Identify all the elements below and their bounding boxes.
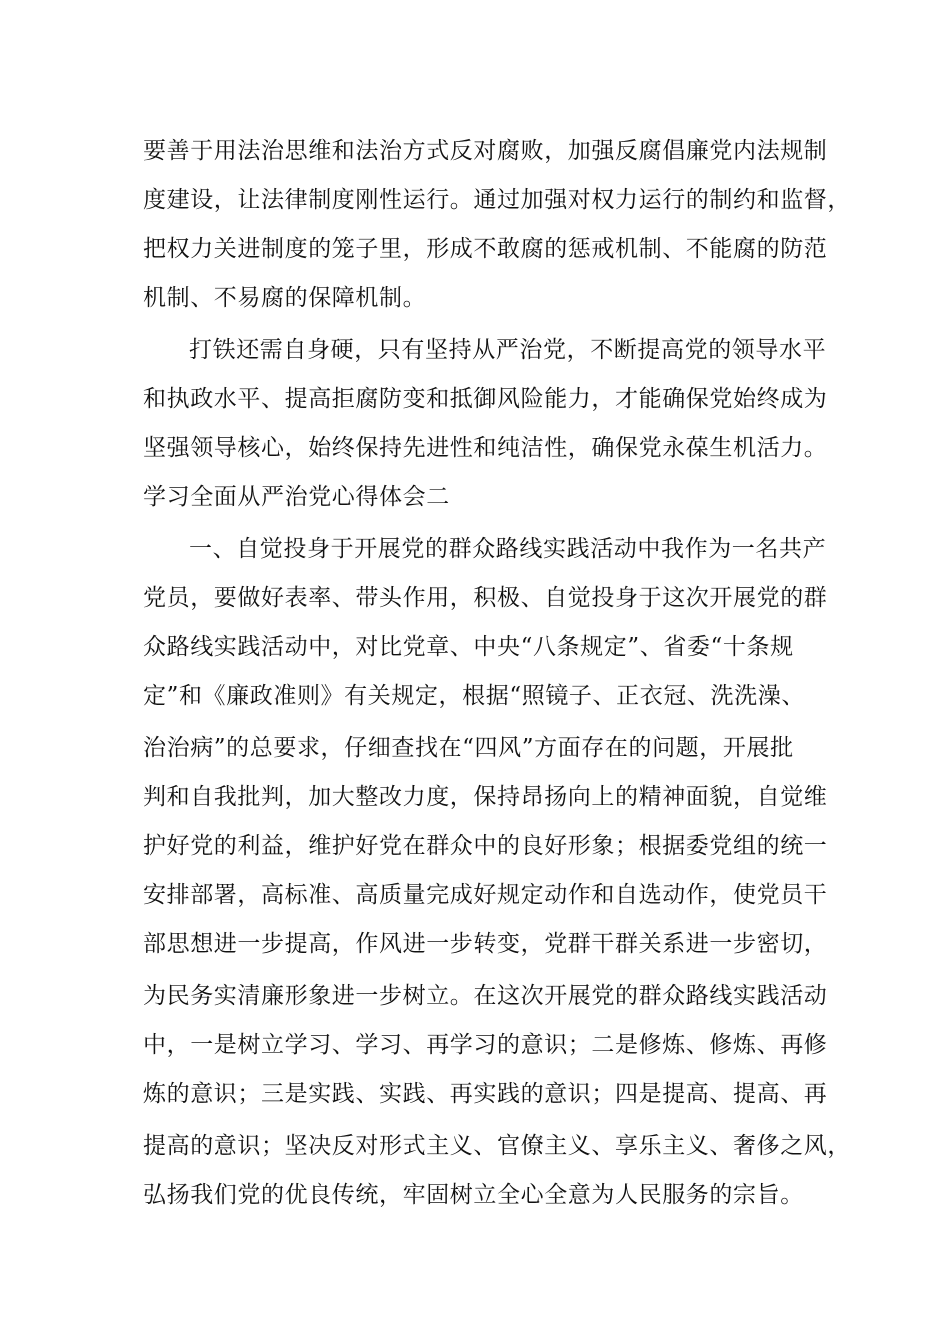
text-line: 度建设，让法律制度刚性运行。通过加强对权力运行的制约和监督， [143,187,851,213]
text-line: 判和自我批判，加大整改力度，保持昂扬向上的精神面貌，自觉维 [143,784,828,810]
text-line: 定”和《廉政准则》有关规定，根据“照镜子、正衣冠、洗洗澡、 [143,683,805,709]
text-line: 和执政水平、提高拒腐防变和抵御风险能力，才能确保党始终成为 [143,386,828,412]
text-line: 护好党的利益，维护好党在群众中的良好形象；根据委党组的统一 [143,833,828,859]
text-line: 安排部署，高标准、高质量完成好规定动作和自选动作，使党员干 [143,882,828,908]
text-line: 党员，要做好表率、带头作用，积极、自觉投身于这次开展党的群 [143,585,828,611]
text-line: 坚强领导核心，始终保持先进性和纯洁性，确保党永葆生机活力。 [143,435,828,461]
text-line: 炼的意识；三是实践、实践、再实践的意识；四是提高、提高、再 [143,1081,828,1107]
paragraph-first-line: 一、自觉投身于开展党的群众路线实践活动中我作为一名共产 [189,536,827,562]
text-line: 治治病”的总要求，仔细查找在“四风”方面存在的问题，开展批 [143,735,794,761]
text-line: 机制、不易腐的保障机制。 [143,285,427,311]
text-line: 把权力关进制度的笼子里，形成不敢腐的惩戒机制、不能腐的防范 [143,236,828,262]
text-line: 部思想进一步提高，作风进一步转变，党群干群关系进一步密切， [143,931,828,957]
text-line: 中，一是树立学习、学习、再学习的意识；二是修炼、修炼、再修 [143,1032,828,1058]
text-line: 提高的意识；坚决反对形式主义、官僚主义、享乐主义、奢侈之风， [143,1133,851,1159]
text-line: 众路线实践活动中，对比党章、中央“八条规定”、省委“十条规 [143,634,794,660]
text-line: 弘扬我们党的优良传统，牢固树立全心全意为人民服务的宗旨。 [143,1182,804,1208]
section-heading: 学习全面从严治党心得体会二 [143,484,450,510]
text-line: 要善于用法治思维和法治方式反对腐败，加强反腐倡廉党内法规制 [143,138,828,164]
paragraph-first-line: 打铁还需自身硬，只有坚持从严治党，不断提高党的领导水平 [189,337,827,363]
text-line: 为民务实清廉形象进一步树立。在这次开展党的群众路线实践活动 [143,983,828,1009]
